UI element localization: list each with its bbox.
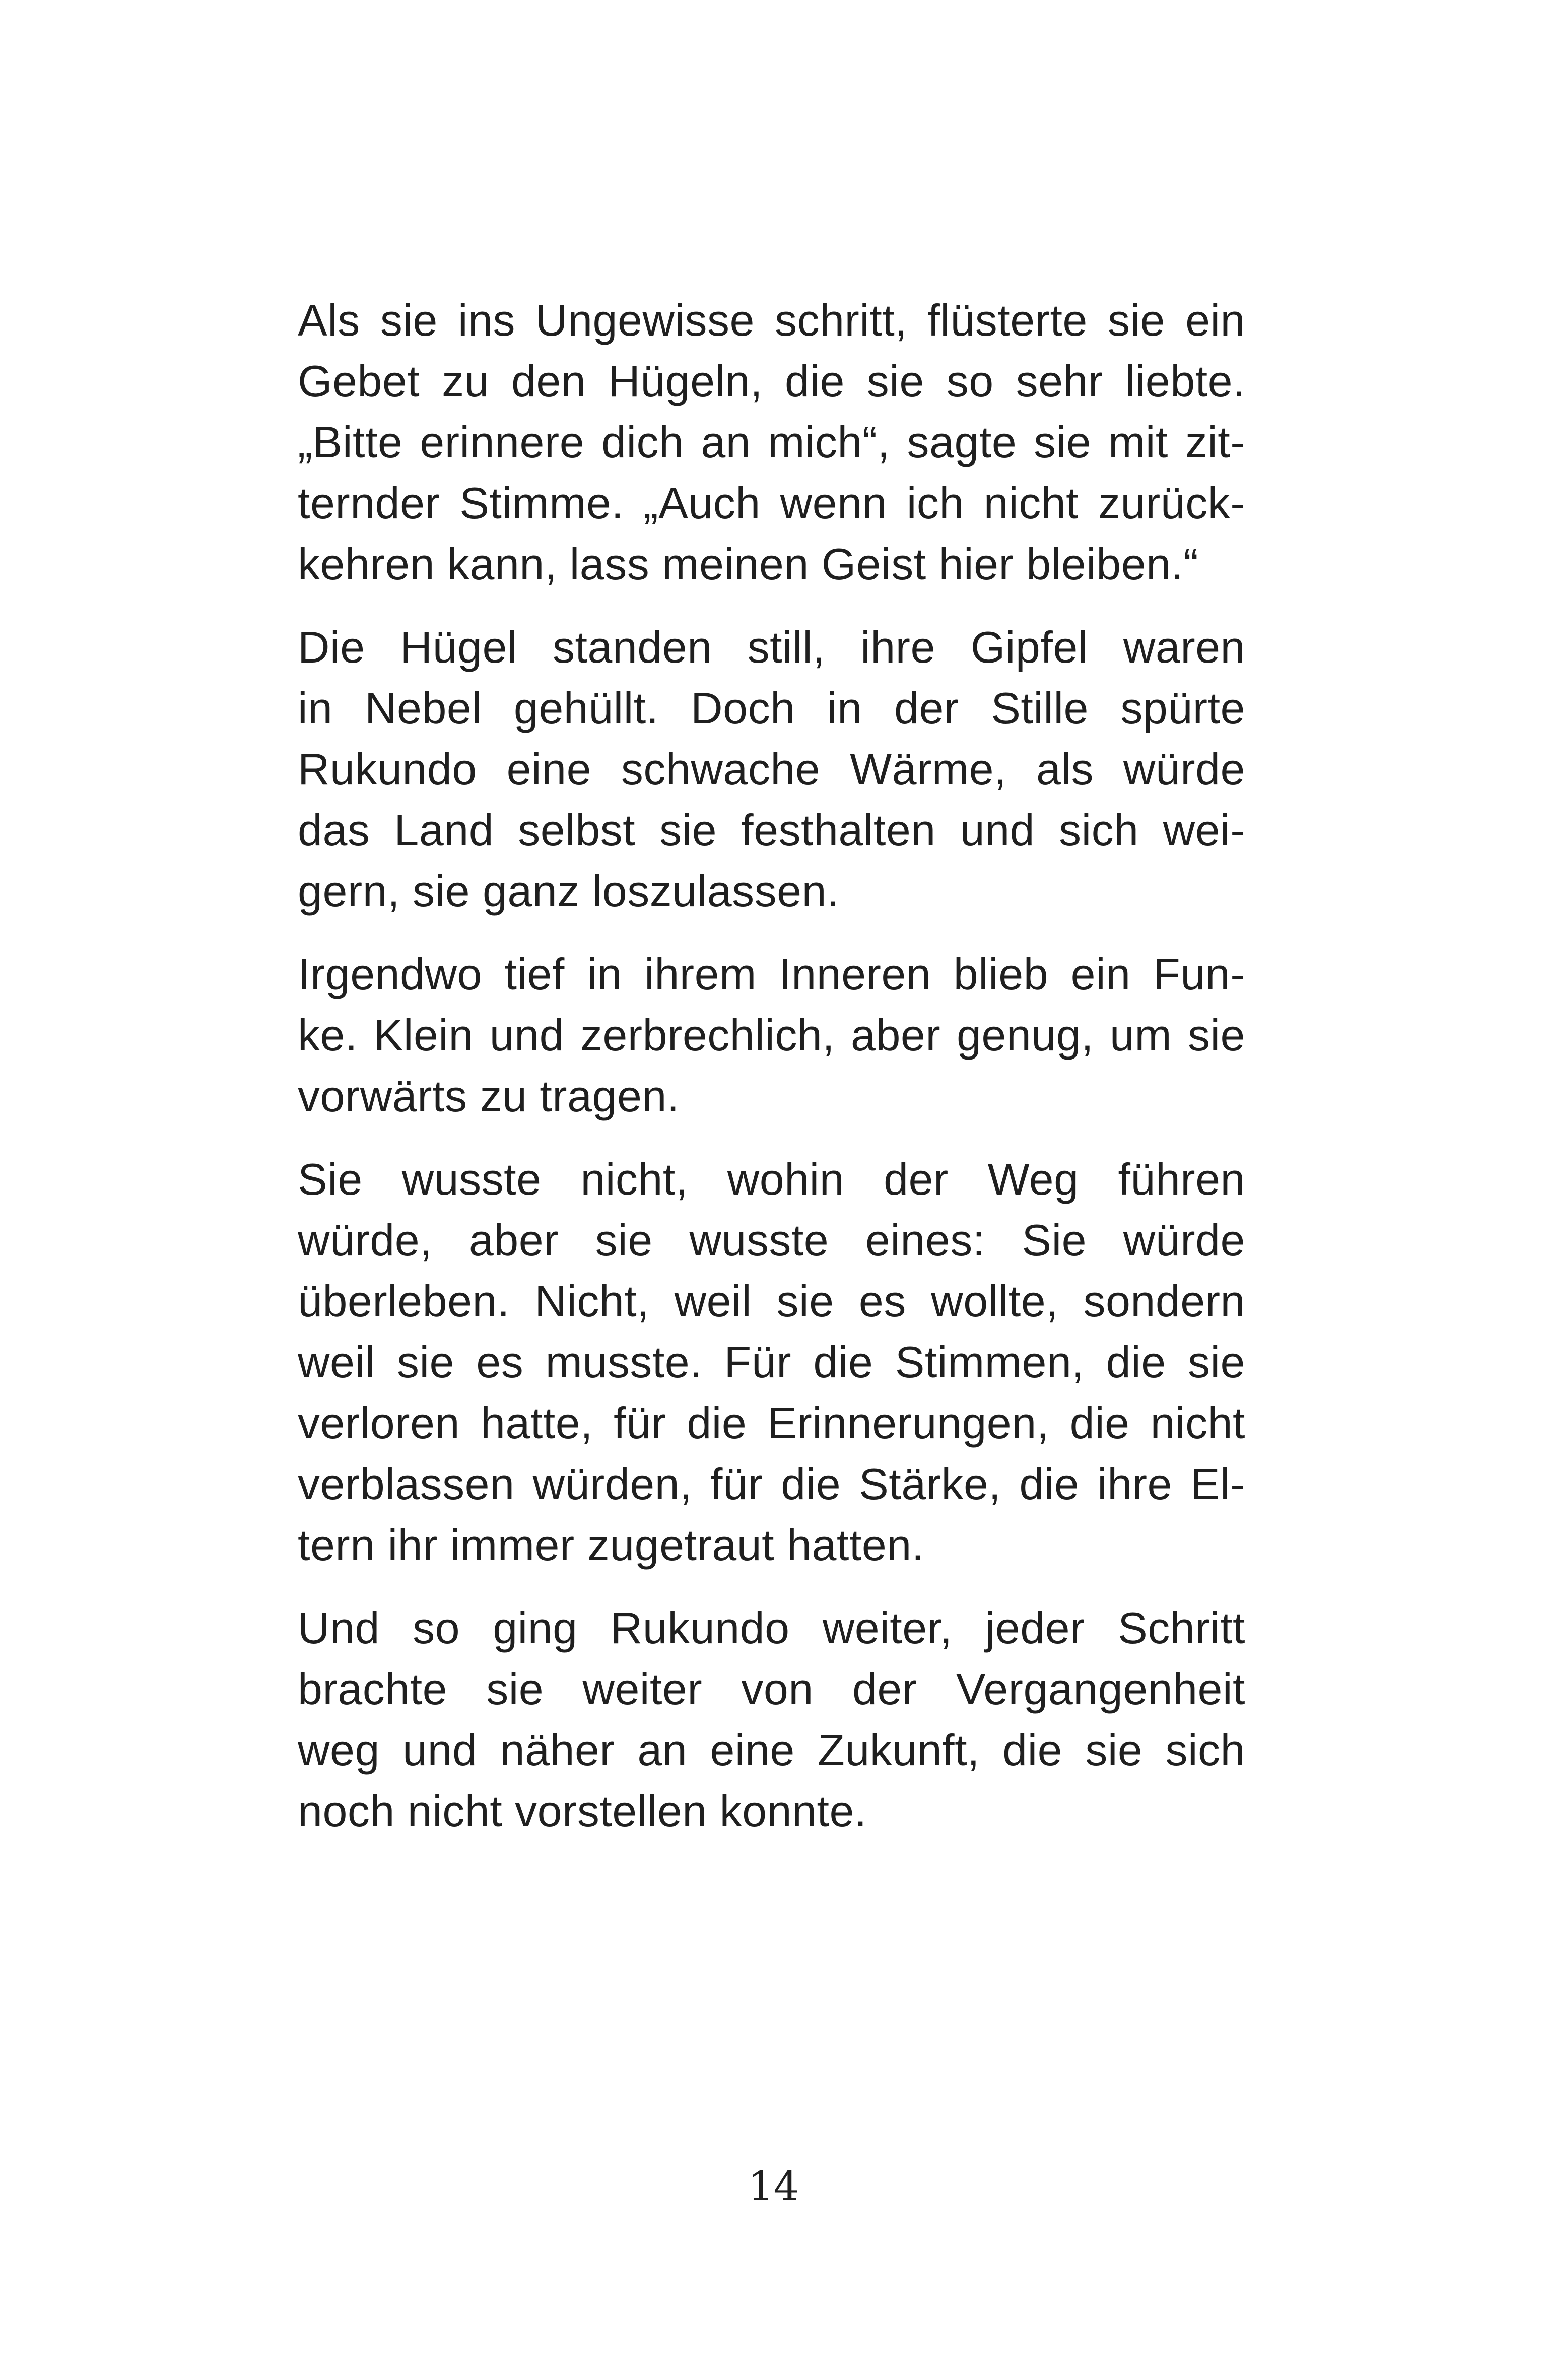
text-line: „Bitte erinnere dich an mich“, sagte sie mit zit- [298,417,1245,467]
paragraph-2 [298,617,1245,921]
text-line: Irgendwo tief in ihrem Inneren blieb ein Fun- [298,949,1245,999]
text-line: Als sie ins Ungewisse schritt, flüsterte sie ein [298,295,1245,345]
text-line: tern ihr immer zugetraut hatten. [298,1520,924,1570]
text-line: noch nicht vorstellen konnte. [298,1786,867,1836]
page-number: 14 [748,2163,799,2210]
paragraph-4 [298,1149,1245,1575]
text-line: Sie wusste nicht, wohin der Weg führen [298,1154,1245,1204]
text-line: verblassen würden, für die Stärke, die ihre El- [298,1459,1245,1509]
text-line: würde, aber sie wusste eines: Sie würde [298,1215,1245,1265]
paragraph-3 [298,944,1245,1127]
text-line: ternder Stimme. „Auch wenn ich nicht zurück- [298,478,1245,528]
text-line: verloren hatte, für die Erinnerungen, die nicht [298,1398,1245,1448]
text-line: weil sie es musste. Für die Stimmen, die sie [298,1337,1245,1387]
text-line: Und so ging Rukundo weiter, jeder Schritt [298,1603,1245,1653]
text-line: kehren kann, lass meinen Geist hier bleiben.“ [298,539,1199,589]
body-text [298,290,1245,1841]
paragraph-5 [298,1598,1245,1841]
text-line: weg und näher an eine Zukunft, die sie sich [298,1725,1245,1775]
text-line: brachte sie weiter von der Vergangenheit [298,1664,1245,1714]
text-line: gern, sie ganz loszulassen. [298,866,839,916]
text-line: Rukundo eine schwache Wärme, als würde [298,744,1245,794]
paragraph-1 [298,290,1245,594]
text-line: in Nebel gehüllt. Doch in der Stille spürte [298,683,1245,733]
text-line: vorwärts zu tragen. [298,1071,680,1121]
text-line: überleben. Nicht, weil sie es wollte, sondern [298,1276,1245,1326]
text-line: das Land selbst sie festhalten und sich wei- [298,805,1245,855]
text-line: Die Hügel standen still, ihre Gipfel waren [298,622,1245,672]
text-line: Gebet zu den Hügeln, die sie so sehr liebte. [298,356,1245,406]
text-line: ke. Klein und zerbrechlich, aber genug, um sie [298,1010,1245,1060]
